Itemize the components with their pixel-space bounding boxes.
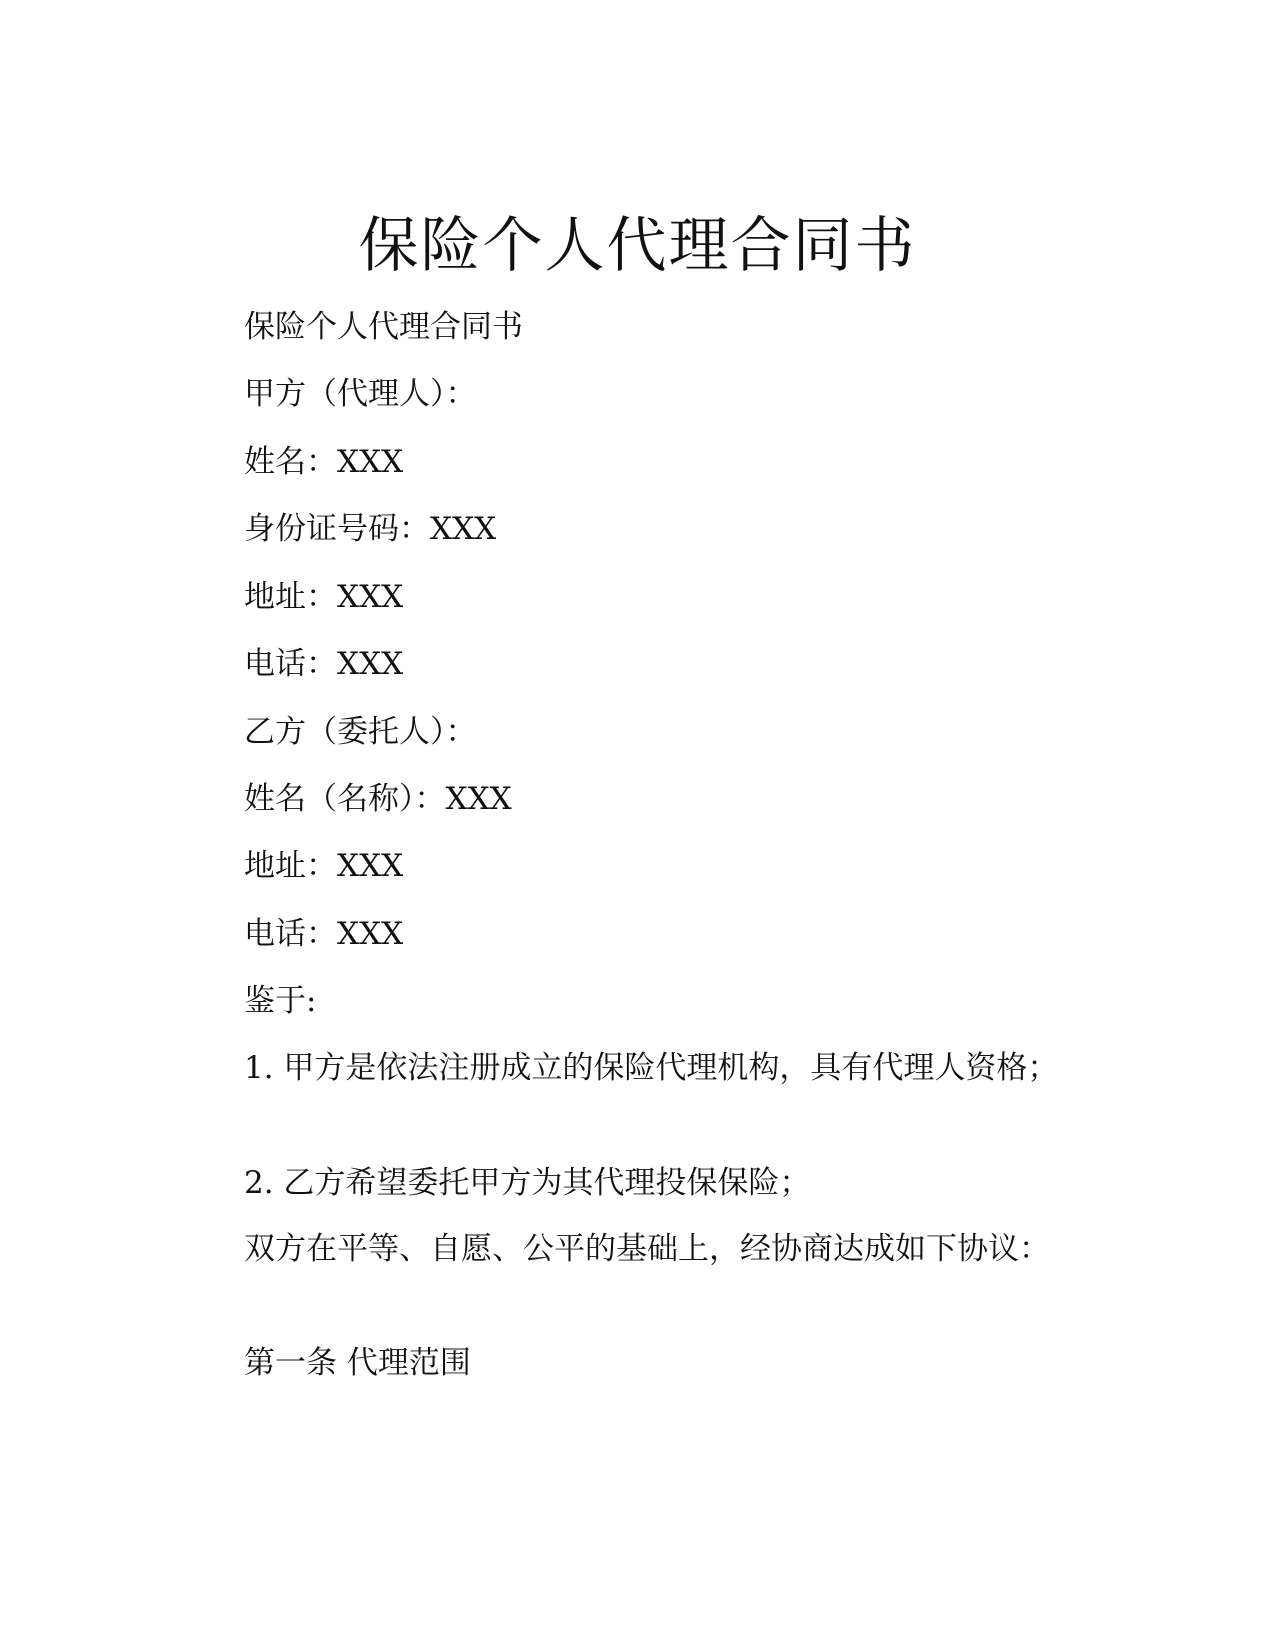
party-b-phone: 电话：XXX [244,916,404,952]
whereas-heading: 鉴于: [244,983,317,1019]
party-a-phone: 电话：XXX [244,646,404,682]
party-a-address: 地址：XXX [244,579,404,615]
party-a-id-number: 身份证号码：XXX [244,511,497,547]
document-title: 保险个人代理合同书 [358,211,917,281]
party-b-heading: 乙方（委托人）： [244,714,477,750]
party-b-address: 地址：XXX [244,848,404,884]
party-b-name: 姓名（名称）：XXX [244,781,512,817]
party-a-name: 姓名：XXX [244,444,404,480]
subtitle-line: 保险个人代理合同书 [244,309,523,345]
article-one-heading: 第一条 代理范围 [244,1345,471,1381]
whereas-item-1: 1. 甲方是依法注册成立的保险代理机构，具有代理人资格； [244,1050,1059,1086]
agreement-statement: 双方在平等、自愿、公平的基础上，经协商达成如下协议： [244,1231,1050,1267]
whereas-item-2: 2. 乙方希望委托甲方为其代理投保保险； [244,1165,811,1201]
party-a-heading: 甲方（代理人）： [244,376,477,412]
